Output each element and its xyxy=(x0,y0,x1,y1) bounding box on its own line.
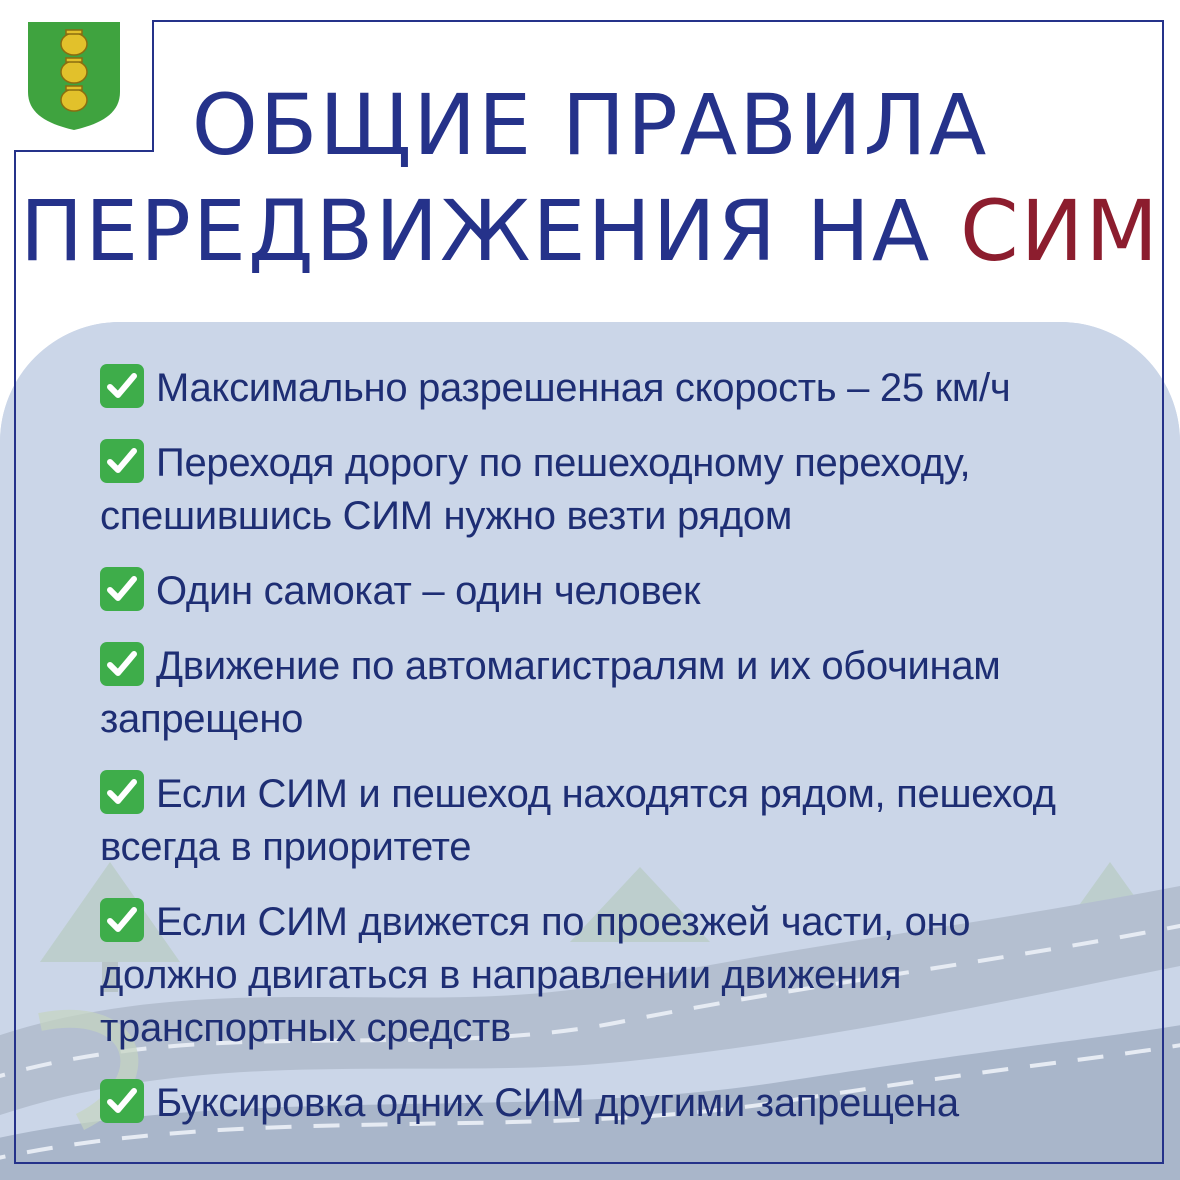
rule-item xyxy=(100,437,1110,543)
title-line-2 xyxy=(0,178,1180,284)
rule-item xyxy=(100,565,1110,618)
frame-border-left xyxy=(14,150,16,1164)
rule-item xyxy=(100,768,1110,874)
rules-list xyxy=(100,362,1110,1152)
frame-border-top xyxy=(152,20,1164,22)
check-mark-icon xyxy=(100,364,144,408)
check-mark-icon xyxy=(100,898,144,942)
rule-text: Максимально разрешенная скорость – 25 км/ч xyxy=(156,366,1011,410)
check-mark-icon xyxy=(100,439,144,483)
title-line-1: ОБЩИЕ ПРАВИЛА xyxy=(191,76,989,174)
check-mark-icon xyxy=(100,567,144,611)
title-line-2-main: ПЕРЕДВИЖЕНИЯ НА xyxy=(20,182,932,280)
rule-text: Буксировка одних СИМ другими запрещена xyxy=(156,1081,959,1125)
rule-text: Если СИМ движется по проезжей части, оно должно двигаться в направлении движения транспортных средств xyxy=(100,900,971,1050)
rule-item xyxy=(100,896,1110,1055)
check-mark-icon xyxy=(100,770,144,814)
rule-item xyxy=(100,640,1110,746)
rule-item xyxy=(100,1077,1110,1130)
title-accent: СИМ xyxy=(960,182,1160,280)
frame-border-bottom xyxy=(14,1162,1164,1164)
check-mark-icon xyxy=(100,1079,144,1123)
rule-text: Один самокат – один человек xyxy=(156,569,701,613)
check-mark-icon xyxy=(100,642,144,686)
page-title xyxy=(0,72,1180,284)
rule-text: Если СИМ и пешеход находятся рядом, пешеход всегда в приоритете xyxy=(100,772,1056,869)
rule-text: Движение по автомагистралям и их обочинам запрещено xyxy=(100,644,1001,741)
rule-text: Переходя дорогу по пешеходному переходу, спешившись СИМ нужно везти рядом xyxy=(100,441,971,538)
rule-item xyxy=(100,362,1110,415)
